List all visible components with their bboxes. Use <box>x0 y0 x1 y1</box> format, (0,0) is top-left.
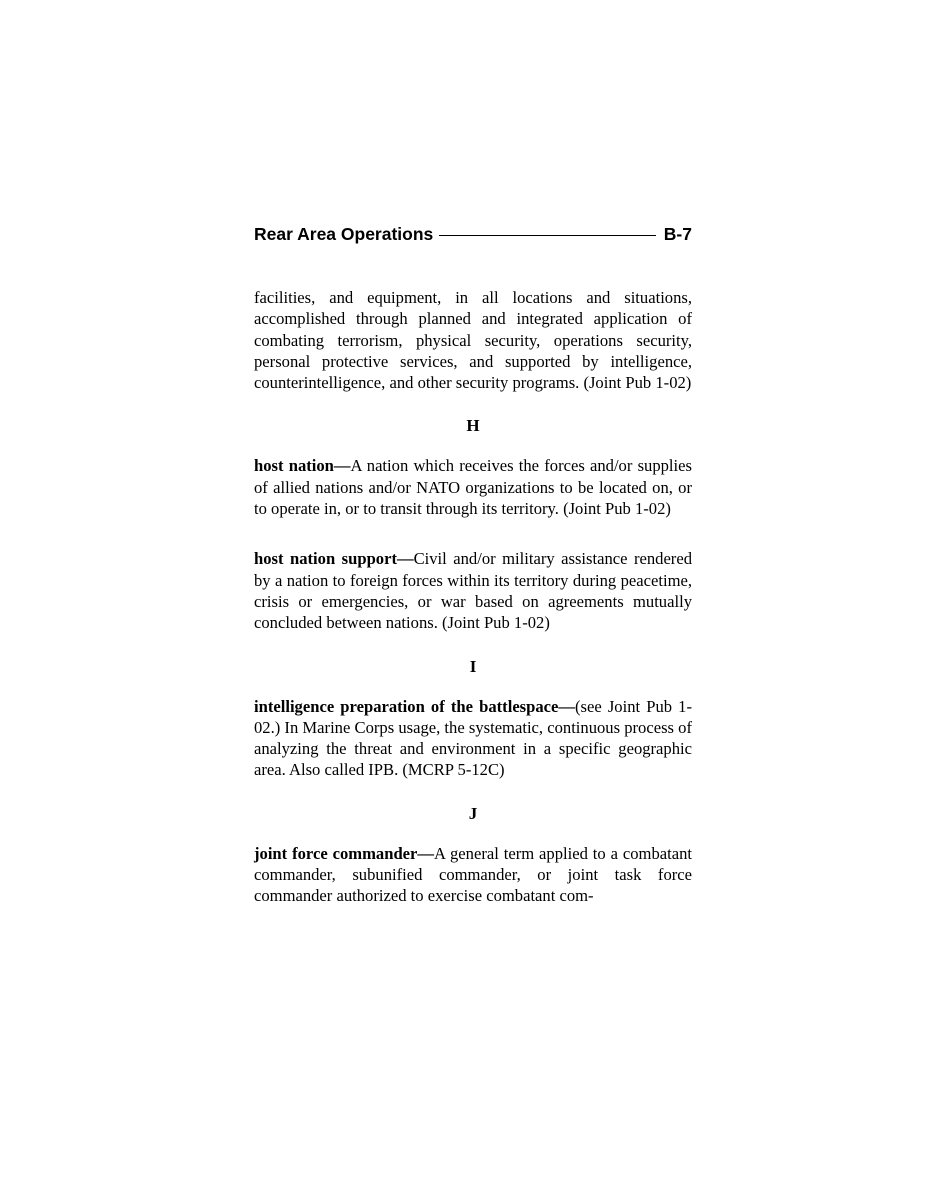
glossary-entry-host-nation <box>254 455 692 519</box>
entry-term: joint force commander— <box>254 843 435 863</box>
entry-definition: A nation which receives the forces and/or supplies of allied nations and/or NATO organizations to be located on, or to operate in, or to transit through its territory. (Joint Pub 1-02) <box>254 456 692 519</box>
glossary-entry-ipb <box>254 696 692 781</box>
entry-term: intelligence preparation of the battlespace— <box>254 696 575 716</box>
entry-term: host nation— <box>254 456 351 476</box>
glossary-entry-joint-force-commander <box>254 843 692 907</box>
section-letter-i: I <box>469 656 477 676</box>
glossary-entry-host-nation-support <box>254 548 692 633</box>
header-title: Rear Area Operations <box>254 223 434 244</box>
entry-term: host nation support— <box>254 549 414 569</box>
document-page <box>254 222 692 907</box>
entry-definition: Civil and/or military assistance rendered by a nation to foreign forces within its territory during peacetime, crisis or emergencies, or war based on agreements mutually concluded between nations. (Joint Pub 1-02) <box>254 549 692 633</box>
page-number: B-7 <box>663 223 692 244</box>
entry-definition: A general term applied to a combatant commander, subunified commander, or joint task force commander authorized to exercise combatant com- <box>254 843 692 906</box>
section-letter-h: H <box>466 416 480 436</box>
header-rule <box>439 235 656 236</box>
running-header <box>254 222 692 246</box>
entry-definition: (see Joint Pub 1-02.) In Marine Corps usage, the systematic, continuous process of analyzing the threat and environment in a specific geographic area. Also called IPB. (MCRP 5-12C) <box>254 696 693 780</box>
continuation-paragraph: facilities, and equipment, in all locations and situations, accomplished through planned and integrated application of combating terrorism, physical security, operations security, personal protective services, and supported by intelligence, counterintelligence, and other security programs. (Joint Pub 1-02) <box>254 288 692 393</box>
section-letter-j: J <box>468 803 478 823</box>
